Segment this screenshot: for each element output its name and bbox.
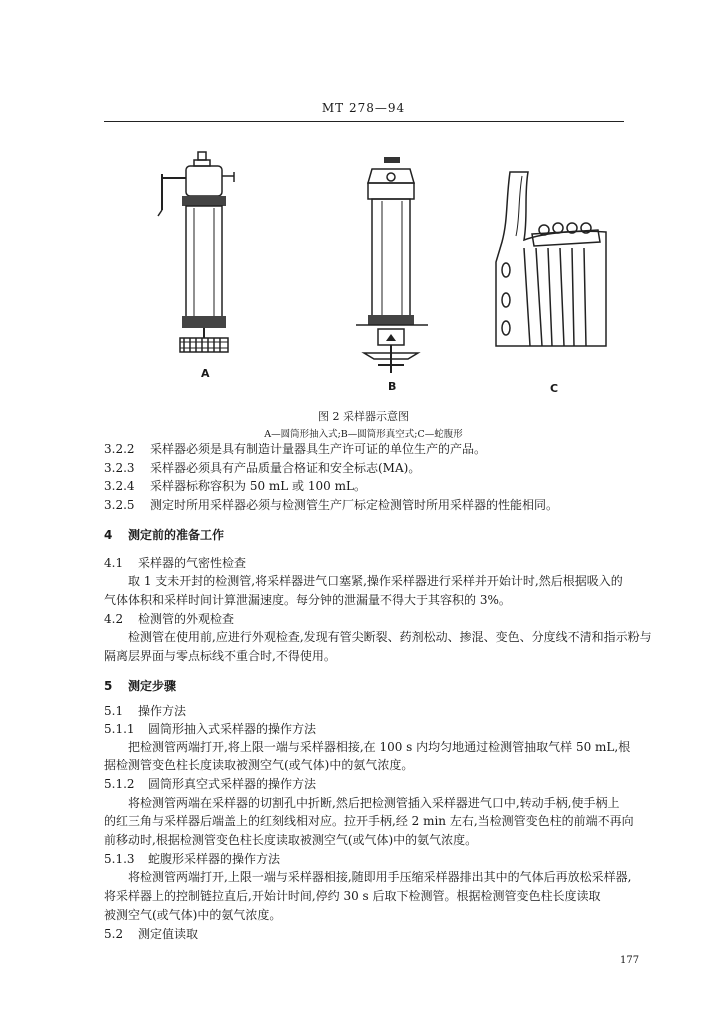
subsection-heading: 5.1.3 蛇腹形采样器的操作方法 xyxy=(104,852,281,866)
figure-label-b: B xyxy=(388,380,397,393)
subsection-heading: 5.2 测定值读取 xyxy=(104,927,199,941)
section-heading: 5 测定步骤 xyxy=(104,679,177,693)
subsection-heading: 4.1 采样器的气密性检查 xyxy=(104,556,247,570)
figure-label-c: C xyxy=(550,382,559,395)
figure-legend: A—圆筒形抽入式;B—圆筒形真空式;C—蛇腹形 xyxy=(264,429,463,440)
figure-caption: 图 2 采样器示意图 xyxy=(318,410,409,423)
text-line: 3.2.2 采样器必须是具有制造计量器具生产许可证的单位生产的产品。 xyxy=(104,442,487,456)
subsection-heading: 5.1 操作方法 xyxy=(104,704,187,718)
figure-label-a: A xyxy=(201,367,210,380)
text-line: 检测管在使用前,应进行外观检查,发现有管尖断裂、药剂松动、掺混、变色、分度线不清和指示粉与 xyxy=(128,630,652,644)
sampler-b-illustration xyxy=(348,155,438,375)
text-line: 3.2.3 采样器必须具有产品质量合格证和安全标志(MA)。 xyxy=(104,461,421,475)
text-line: 被测空气(或气体)中的氨气浓度。 xyxy=(104,908,282,922)
text-line: 取 1 支未开封的检测管,将采样器进气口塞紧,操作采样器进行采样并开始计时,然后根据吸入的 xyxy=(128,574,623,588)
text-line: 3.2.5 测定时所用采样器必须与检测管生产厂标定检测管时所用采样器的性能相同。 xyxy=(104,498,559,512)
subsection-heading: 5.1.2 圆筒形真空式采样器的操作方法 xyxy=(104,777,317,791)
text-line: 前移动时,根据检测管变色柱长度读取被测空气(或气体)中的氨气浓度。 xyxy=(104,833,478,847)
text-line: 气体体积和采样时间计算泄漏速度。每分钟的泄漏量不得大于其容积的 3%。 xyxy=(104,593,511,607)
subsection-heading: 5.1.1 圆筒形抽入式采样器的操作方法 xyxy=(104,722,317,736)
text-line: 3.2.4 采样器标称容积为 50 mL 或 100 mL。 xyxy=(104,479,366,493)
page-number: 177 xyxy=(620,955,640,966)
text-line: 把检测管两端打开,将上限一端与采样器相接,在 100 s 内均匀地通过检测管抽取气样 50 mL,根 xyxy=(128,740,631,754)
text-line: 将检测管两端打开,上限一端与采样器相接,随即用手压缩采样器排出其中的气体后再放松采样器, xyxy=(128,870,632,884)
sampler-c-illustration xyxy=(488,170,618,360)
page-header: MT 278—94 xyxy=(321,101,406,115)
text-line: 将检测管两端在采样器的切割孔中折断,然后把检测管插入采样器进气口中,转动手柄,使手柄上 xyxy=(128,796,620,810)
text-line: 隔离层界面与零点标线不重合时,不得使用。 xyxy=(104,649,336,663)
section-heading: 4 测定前的准备工作 xyxy=(104,528,225,542)
header-rule xyxy=(104,121,624,122)
text-line: 据检测管变色柱长度读取被测空气(或气体)中的氨气浓度。 xyxy=(104,758,414,772)
text-line: 的红三角与采样器后端盖上的红刻线相对应。拉开手柄,经 2 min 左右,当检测管变色柱的前端不再向 xyxy=(104,814,634,828)
sampler-a-illustration xyxy=(150,150,250,365)
text-line: 将采样器上的控制链拉直后,开始计时间,停约 30 s 后取下检测管。根据检测管变色柱长度读取 xyxy=(104,889,601,903)
subsection-heading: 4.2 检测管的外观检查 xyxy=(104,612,235,626)
